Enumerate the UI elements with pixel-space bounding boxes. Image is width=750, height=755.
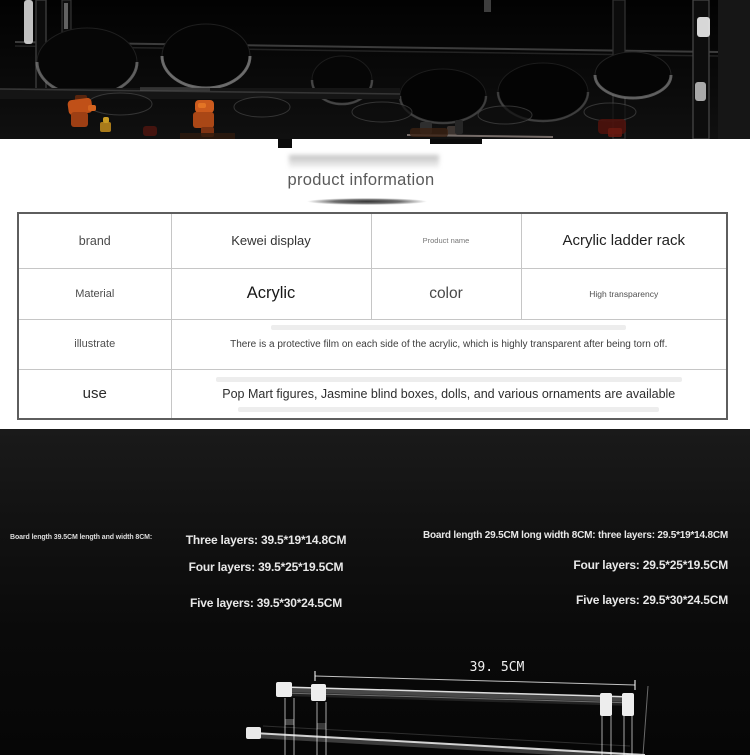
photo-edge-fragment — [278, 139, 292, 148]
photo-edge-fragment — [430, 139, 482, 144]
brand-label-cell: brand — [18, 213, 171, 268]
product-name-value-cell: Acrylic ladder rack — [521, 213, 727, 268]
rack-dimension-diagram — [230, 647, 660, 755]
ghost-text — [216, 377, 682, 382]
color-label-cell: color — [371, 268, 521, 319]
table-row — [18, 213, 727, 268]
table-row — [18, 268, 727, 319]
use-value-cell — [171, 369, 727, 419]
ghost-text — [238, 407, 659, 412]
product-name-label-cell: Product name — [371, 213, 521, 268]
size-left-header: Board length 39.5CM length and width 8CM: — [10, 534, 153, 541]
yellow-figure — [100, 122, 111, 132]
material-label-cell: Material — [18, 268, 171, 319]
size-spec-section — [0, 429, 750, 755]
page-title: product information — [287, 171, 435, 189]
size-right-header: Board length 29.5CM long width 8CM: three layers: 29.5*19*14.8CM — [422, 530, 728, 541]
illustrate-text: There is a protective film on each side of the acrylic, which is highly transparent after being torn off. — [230, 338, 668, 350]
size-left-line: Four layers: 39.5*25*19.5CM — [188, 560, 344, 574]
rack-second-shelf — [246, 726, 645, 755]
table-row — [18, 369, 727, 419]
size-right-line: Four layers: 29.5*25*19.5CM — [573, 558, 728, 572]
heading-shadow-smudge — [289, 155, 439, 168]
use-label-cell: use — [18, 369, 171, 419]
heading-underline — [307, 198, 427, 205]
color-value-cell: High transparency — [521, 268, 727, 319]
illustrate-label-cell: illustrate — [18, 319, 171, 369]
rack-top-shelf — [283, 687, 634, 706]
ghost-text — [271, 325, 626, 330]
product-photo-art — [0, 0, 750, 139]
table-row — [18, 319, 727, 369]
width-dimension-label: 39. 5CM — [469, 660, 525, 675]
size-left-line: Three layers: 39.5*19*14.8CM — [185, 533, 347, 547]
use-text: Pop Mart figures, Jasmine blind boxes, dolls, and various ornaments are available — [222, 386, 676, 401]
size-right-line: Five layers: 29.5*30*24.5CM — [575, 593, 728, 607]
size-left-line: Five layers: 39.5*30*24.5CM — [189, 596, 343, 610]
material-value-cell: Acrylic — [171, 268, 371, 319]
product-photo — [0, 0, 750, 139]
illustrate-value-cell — [171, 319, 727, 369]
brand-value-cell: Kewei display — [171, 213, 371, 268]
product-info-table — [17, 212, 728, 420]
